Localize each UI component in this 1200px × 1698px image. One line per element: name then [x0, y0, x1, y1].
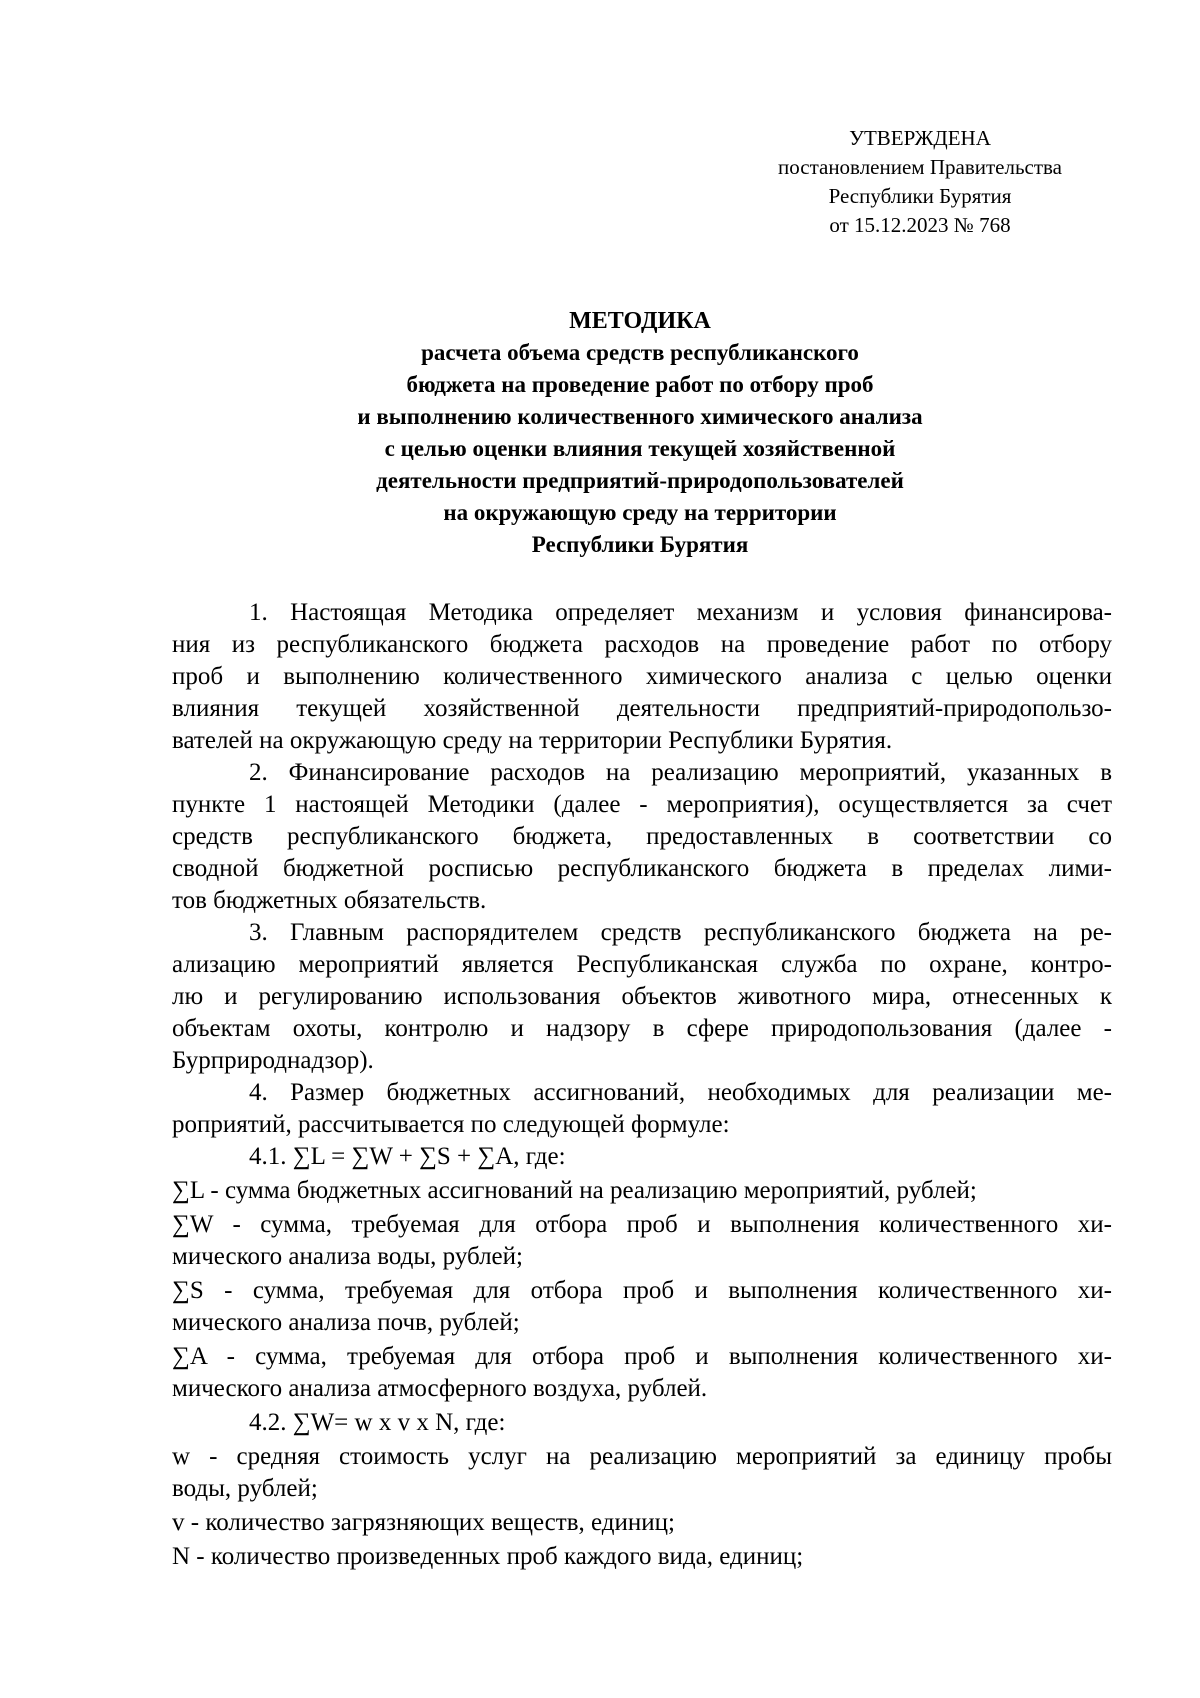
text-line: мического анализа почв, рублей; — [172, 1309, 520, 1336]
text-line: сводной бюджетной росписью республиканского бюджета в пределах лими- — [172, 855, 1112, 882]
text-line: проб и выполнению количественного химического анализа с целью оценки — [172, 663, 1112, 690]
approval-line: Республики Бурятия — [828, 184, 1012, 208]
text-line: 1. Настоящая Методика определяет механизм и условия финансирова- — [249, 599, 1112, 626]
text-line: Бурприроднадзор). — [172, 1047, 374, 1074]
text-line: вателей на окружающую среду на территории Республики Бурятия. — [172, 727, 893, 754]
paragraph-1 — [172, 597, 1112, 757]
document-title — [150, 305, 1130, 561]
paragraph-3 — [172, 917, 1112, 1077]
text-line: объектам охоты, контролю и надзору в сфере природопользования (далее - — [172, 1015, 1112, 1042]
definition-sum-w — [172, 1209, 1112, 1273]
text-line: мического анализа воды, рублей; — [172, 1243, 523, 1270]
title-line: бюджета на проведение работ по отбору проб — [406, 372, 874, 397]
text-line: w - средняя стоимость услуг на реализацию мероприятий за единицу пробы — [172, 1443, 1112, 1470]
approval-line: постановлением Правительства — [777, 155, 1062, 179]
definition-w — [172, 1441, 1112, 1505]
approval-line: от 15.12.2023 № 768 — [829, 213, 1011, 237]
definition-sum-l: ∑L - сумма бюджетных ассигнований на реализацию мероприятий, рублей; — [172, 1177, 977, 1204]
title-line: с целью оценки влияния текущей хозяйственной — [384, 436, 896, 461]
document-body — [172, 597, 1112, 1573]
definition-sum-a — [172, 1341, 1112, 1405]
text-line: 3. Главным распорядителем средств республиканского бюджета на ре- — [249, 919, 1112, 946]
text-line: средств республиканского бюджета, предоставленных в соответствии со — [172, 823, 1112, 850]
text-line: воды, рублей; — [172, 1475, 318, 1502]
title-line: расчета объема средств республиканского — [421, 340, 859, 365]
definition-sum-s — [172, 1275, 1112, 1339]
text-line: мического анализа атмосферного воздуха, рублей. — [172, 1375, 708, 1402]
text-line: ∑A - сумма, требуемая для отбора проб и выполнения количественного хи- — [172, 1343, 1112, 1370]
text-line: тов бюджетных обязательств. — [172, 887, 487, 914]
paragraph-4 — [172, 1077, 1112, 1141]
title-heading: МЕТОДИКА — [569, 308, 711, 334]
text-line: ∑W - сумма, требуемая для отбора проб и выполнения количественного хи- — [172, 1211, 1112, 1238]
title-line: на окружающую среду на территории — [443, 500, 837, 525]
text-line: 2. Финансирование расходов на реализацию мероприятий, указанных в — [249, 759, 1112, 786]
formula-4-1: 4.1. ∑L = ∑W + ∑S + ∑A, где: — [249, 1143, 566, 1170]
title-line: и выполнению количественного химического анализа — [357, 404, 923, 429]
definition-n: N - количество произведенных проб каждого вида, единиц; — [172, 1543, 804, 1570]
approval-stamp-block — [740, 124, 1100, 240]
text-line: 4. Размер бюджетных ассигнований, необходимых для реализации ме- — [249, 1079, 1112, 1106]
definition-v: v - количество загрязняющих веществ, единиц; — [172, 1509, 675, 1536]
text-line: ализацию мероприятий является Республиканская служба по охране, контро- — [172, 951, 1112, 978]
formula-4-2: 4.2. ∑W= w x v x N, где: — [249, 1409, 506, 1436]
text-line: влияния текущей хозяйственной деятельности предприятий-природопользо- — [172, 695, 1112, 722]
title-line: Республики Бурятия — [531, 532, 749, 557]
text-line: лю и регулированию использования объектов животного мира, отнесенных к — [172, 983, 1112, 1010]
text-line: роприятий, рассчитывается по следующей формуле: — [172, 1111, 730, 1138]
text-line: ∑S - сумма, требуемая для отбора проб и выполнения количественного хи- — [172, 1277, 1112, 1304]
title-line: деятельности предприятий-природопользователей — [376, 468, 904, 493]
text-line: ния из республиканского бюджета расходов на проведение работ по отбору — [172, 631, 1112, 658]
text-line: пункте 1 настоящей Методики (далее - мероприятия), осуществляется за счет — [172, 791, 1112, 818]
paragraph-2 — [172, 757, 1112, 917]
approval-line: УТВЕРЖДЕНА — [849, 126, 991, 150]
